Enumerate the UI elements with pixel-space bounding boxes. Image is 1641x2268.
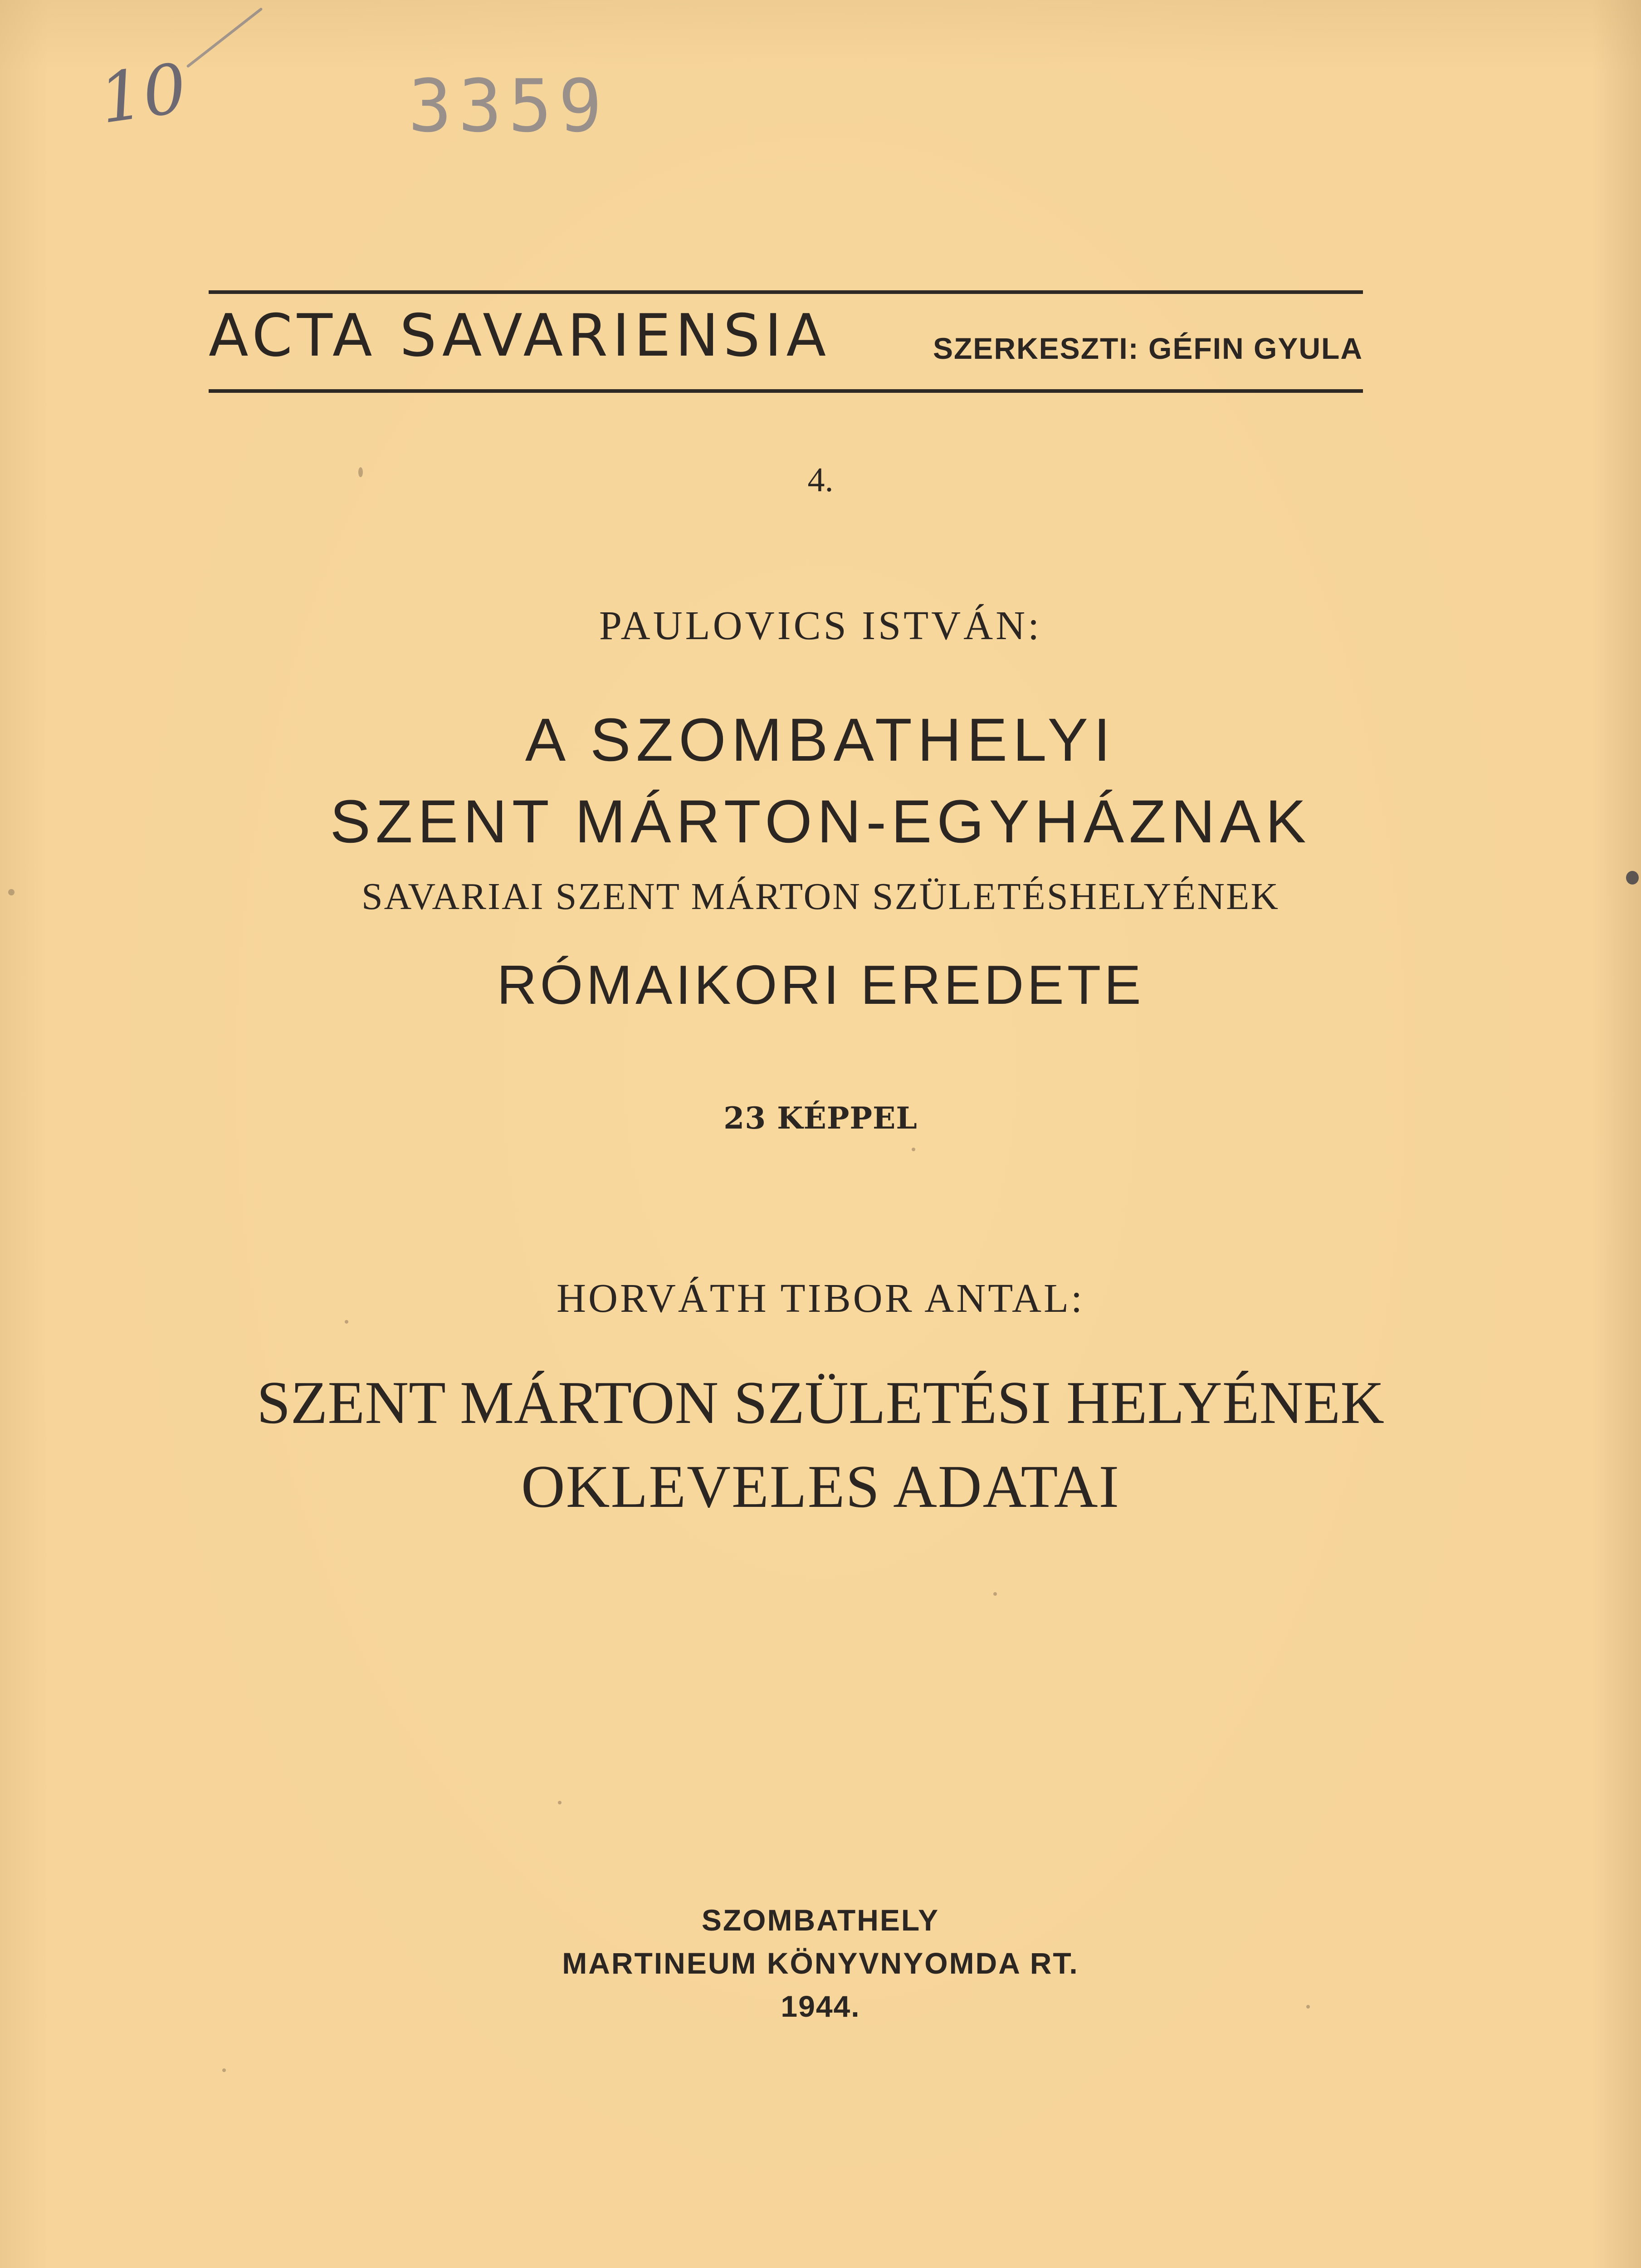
imprint-city: SZOMBATHELY: [701, 1903, 940, 1937]
handwritten-note: 10: [94, 49, 192, 139]
paper-speck: [8, 889, 15, 895]
paper-speck: [345, 1320, 348, 1324]
first-work-illustrations: 23 KÉPPEL: [723, 1100, 918, 1136]
first-work-title-line3: SAVARIAI SZENT MÁRTON SZÜLETÉSHELYÉNEK: [361, 875, 1280, 918]
paper-speck: [1626, 871, 1639, 885]
first-work-title-line4: RÓMAIKORI EREDETE: [497, 954, 1144, 1016]
volume-number: 4.: [807, 461, 834, 499]
imprint-year: 1944.: [781, 1989, 860, 2023]
first-work-author: PAULOVICS ISTVÁN:: [599, 603, 1042, 648]
paper-speck: [222, 2068, 226, 2072]
imprint-publisher: MARTINEUM KÖNYVNYOMDA RT.: [562, 1946, 1079, 1980]
series-editor: SZERKESZTI: GÉFIN GYULA: [933, 332, 1363, 365]
paper-speck: [358, 467, 363, 477]
paper-speck: [993, 1592, 997, 1596]
paper-speck: [1306, 2005, 1310, 2009]
pencil-stroke: [186, 7, 263, 68]
second-work-author: HORVÁTH TIBOR ANTAL:: [557, 1276, 1084, 1321]
paper-speck: [558, 1801, 562, 1804]
inventory-stamp-number: 3359: [408, 64, 609, 148]
second-work-title-line2: OKLEVELES ADATAI: [521, 1453, 1120, 1520]
series-top-rule: [209, 290, 1363, 294]
first-work-title-line2: SZENT MÁRTON-EGYHÁZNAK: [330, 788, 1311, 855]
series-title: ACTA SAVARIENSIA: [209, 302, 830, 370]
second-work-title-line1: SZENT MÁRTON SZÜLETÉSI HELYÉNEK: [257, 1369, 1384, 1436]
first-work-title-line1: A SZOMBATHELYI: [525, 706, 1116, 774]
series-header: [209, 302, 1363, 383]
paper-speck: [912, 1148, 915, 1151]
series-bottom-rule: [209, 389, 1363, 393]
